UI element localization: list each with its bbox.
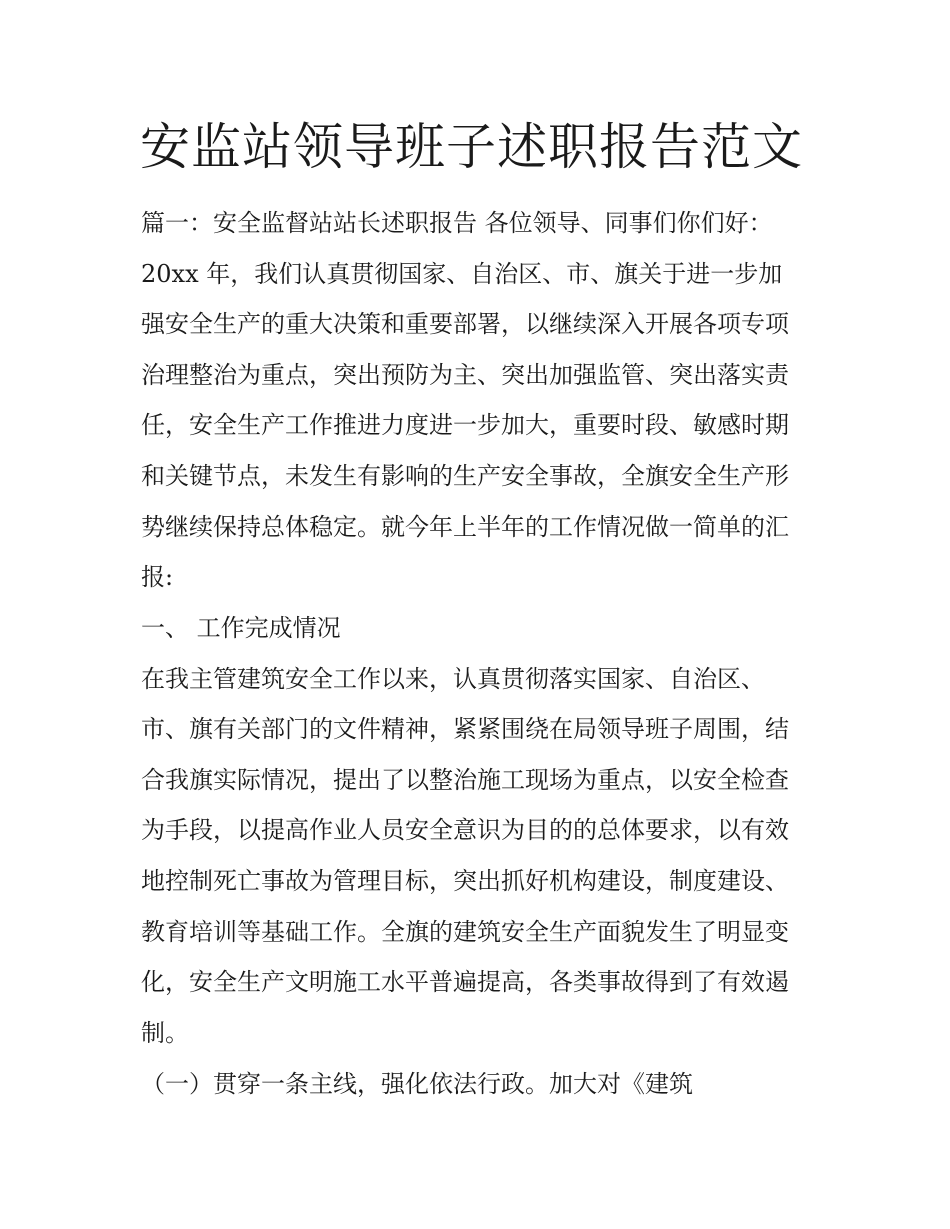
- document-title: 安监站领导班子述职报告范文: [140, 118, 803, 176]
- text-line-1: 篇一：安全监督站站长述职报告 各位领导、同事们你们好：: [141, 209, 773, 237]
- text-line-11: 市、旗有关部门的文件精神，紧紧围绕在局领导班子周围，结: [141, 715, 789, 743]
- text-line-17: 制。: [141, 1019, 189, 1047]
- text-line-12: 合我旗实际情况，提出了以整治施工现场为重点，以安全检查: [141, 766, 789, 794]
- text-line-8: 报:: [141, 563, 174, 591]
- text-line-10: 在我主管建筑安全工作以来，认真贯彻落实国家、自治区、: [141, 665, 765, 693]
- text-line-3: 强安全生产的重大决策和重要部署，以继续深入开展各项专项: [141, 310, 789, 338]
- section-heading: 一、 工作完成情况: [141, 614, 341, 642]
- text-line-7: 势继续保持总体稳定。就今年上半年的工作情况做一简单的汇: [141, 513, 789, 541]
- text-line-5: 任，安全生产工作推进力度进一步加大，重要时段、敏感时期: [141, 411, 789, 439]
- text-line-14: 地控制死亡事故为管理目标，突出抓好机构建设，制度建设、: [141, 867, 789, 895]
- text-line-15: 教育培训等基础工作。全旗的建筑安全生产面貌发生了明显变: [141, 918, 789, 946]
- text-line-16: 化，安全生产文明施工水平普遍提高，各类事故得到了有效遏: [141, 968, 789, 996]
- text-line-6: 和关键节点，未发生有影响的生产安全事故，全旗安全生产形: [141, 462, 789, 490]
- text-line-4: 治理整治为重点，突出预防为主、突出加强监管、突出落实责: [141, 361, 789, 389]
- text-line-2: 20xx 年，我们认真贯彻国家、自治区、市、旗关于进一步加: [141, 260, 783, 288]
- text-line-13: 为手段，以提高作业人员安全意识为目的的总体要求，以有效: [141, 816, 789, 844]
- subsection-heading: （一）贯穿一条主线，强化依法行政。加大对《建筑: [141, 1070, 693, 1098]
